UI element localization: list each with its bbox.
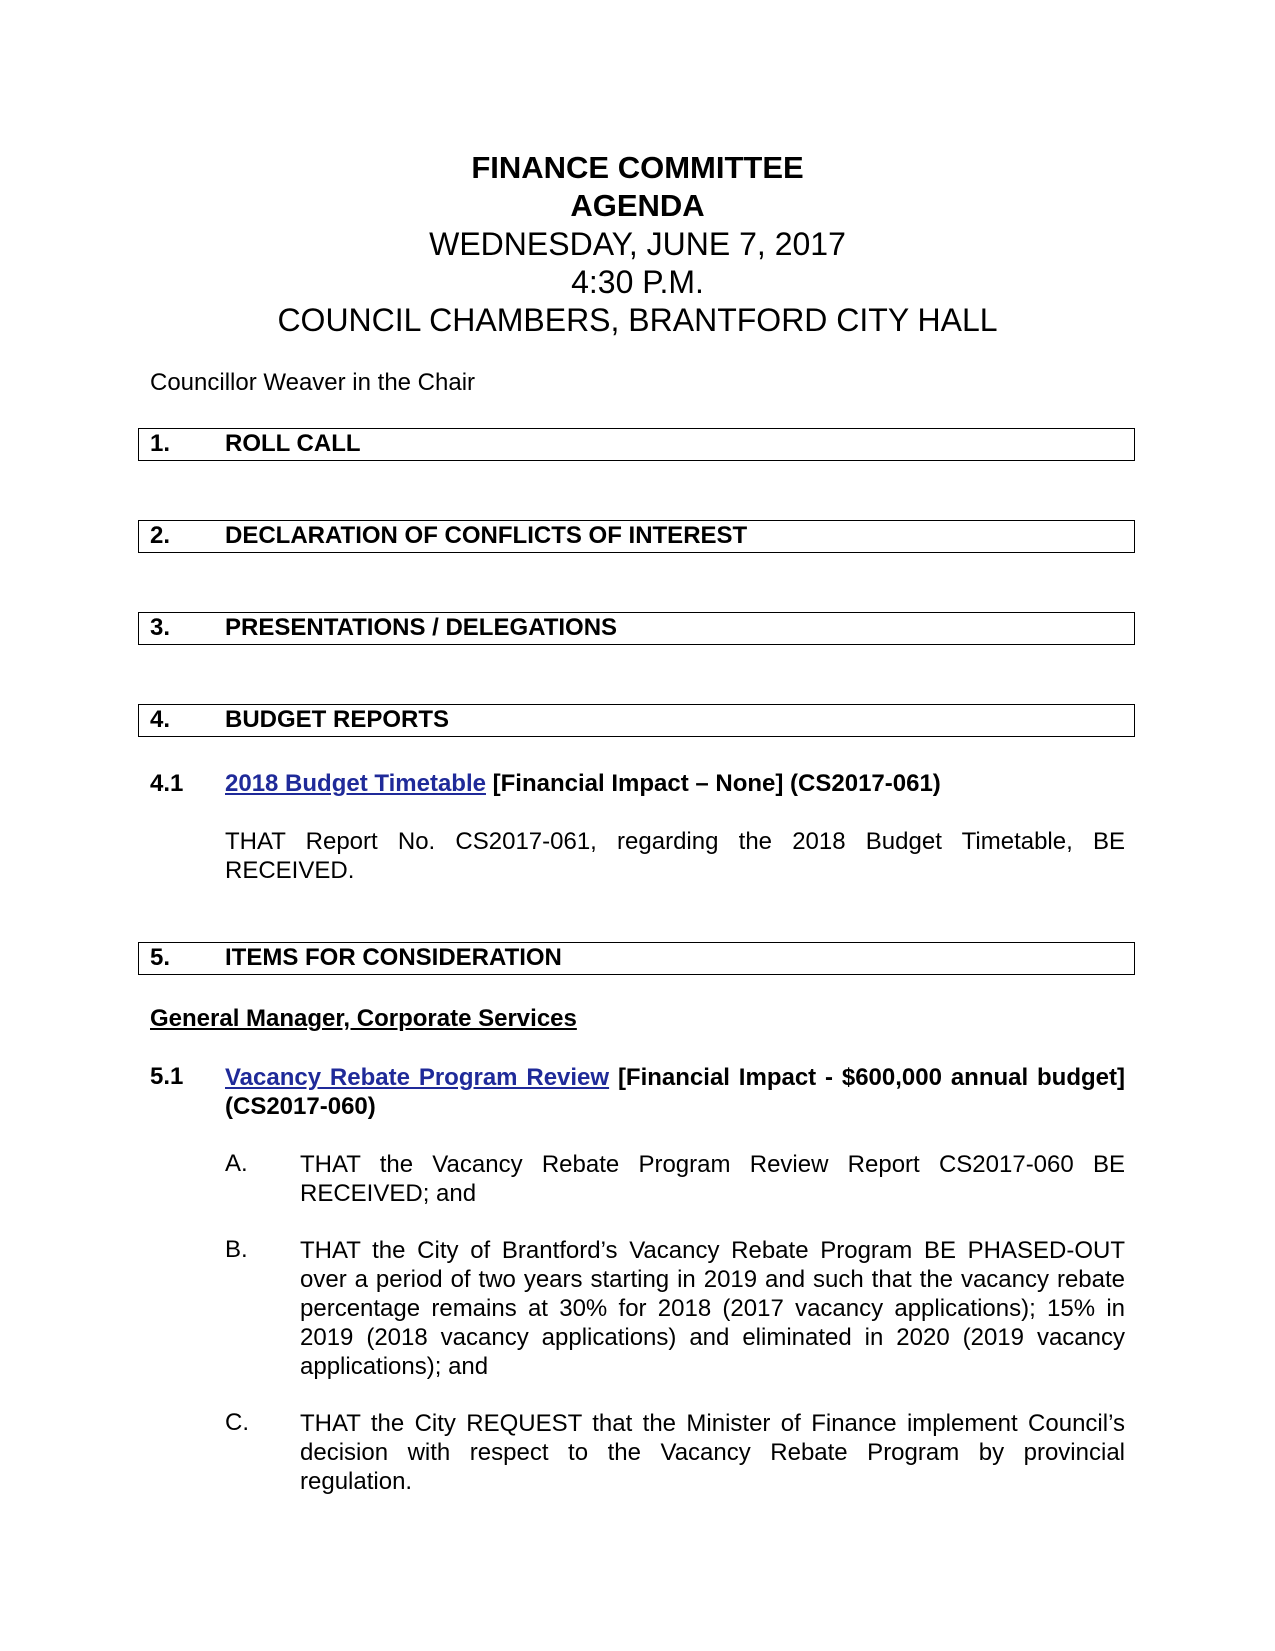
item-5-1-number: 5.1 <box>150 1063 184 1090</box>
section-number: 5. <box>150 944 171 971</box>
section-number: 1. <box>150 430 171 457</box>
meeting-time: 4:30 P.M. <box>571 264 704 300</box>
section-title: BUDGET REPORTS <box>225 706 450 733</box>
section-title: DECLARATION OF CONFLICTS OF INTEREST <box>225 522 748 549</box>
section-title: ROLL CALL <box>225 430 361 457</box>
clause-letter: B. <box>225 1236 248 1263</box>
section-roll-call <box>138 428 1135 461</box>
section-conflicts-of-interest <box>138 520 1135 553</box>
item-4-1-impact: [Financial Impact – None] (CS2017-061) <box>492 770 941 797</box>
chair-line: Councillor Weaver in the Chair <box>150 369 476 396</box>
committee-title: FINANCE COMMITTEE <box>471 150 804 185</box>
vacancy-rebate-review-link[interactable]: Vacancy Rebate Program Review <box>225 1064 610 1091</box>
clause-letter: C. <box>225 1409 249 1436</box>
meeting-date: WEDNESDAY, JUNE 7, 2017 <box>429 226 846 262</box>
department-subheading: General Manager, Corporate Services <box>150 1005 577 1032</box>
budget-timetable-link[interactable]: 2018 Budget Timetable <box>225 770 486 797</box>
clause-text: THAT the City REQUEST that the Minister of Finance implement Council’s decision with respect to the Vacancy Rebate Program by provincial regulation. <box>300 1410 1125 1495</box>
section-title: PRESENTATIONS / DELEGATIONS <box>225 614 618 641</box>
section-number: 4. <box>150 706 171 733</box>
item-4-1-number: 4.1 <box>150 770 184 797</box>
clause-text: THAT the Vacancy Rebate Program Review Report CS2017-060 BE RECEIVED; and <box>300 1151 1125 1207</box>
item-4-1-heading <box>225 770 941 798</box>
section-title: ITEMS FOR CONSIDERATION <box>225 944 562 971</box>
item-5-1-impact: [Financial Impact - $600,000 annual budget] (CS2017-060) <box>225 1064 1125 1120</box>
clause-text: THAT the City of Brantford’s Vacancy Rebate Program BE PHASED-OUT over a period of two years starting in 2019 and such that the vacancy rebate percentage remains at 30% for 2018 (2017 vacancy applications); 15% in 2019 (2018 vacancy applications) and eliminated in 2020 (2019 vacancy applications); and <box>300 1237 1125 1380</box>
meeting-location: COUNCIL CHAMBERS, BRANTFORD CITY HALL <box>277 302 998 338</box>
item-5-1-heading <box>225 1063 1125 1121</box>
clause-letter: A. <box>225 1150 248 1177</box>
section-budget-reports <box>138 704 1135 737</box>
item-4-1-resolution: THAT Report No. CS2017-061, regarding the 2018 Budget Timetable, BE RECEIVED. <box>225 828 1125 884</box>
section-number: 2. <box>150 522 171 549</box>
section-items-for-consideration <box>138 942 1135 975</box>
section-number: 3. <box>150 614 171 641</box>
document-type: AGENDA <box>570 188 705 223</box>
section-presentations <box>138 612 1135 645</box>
